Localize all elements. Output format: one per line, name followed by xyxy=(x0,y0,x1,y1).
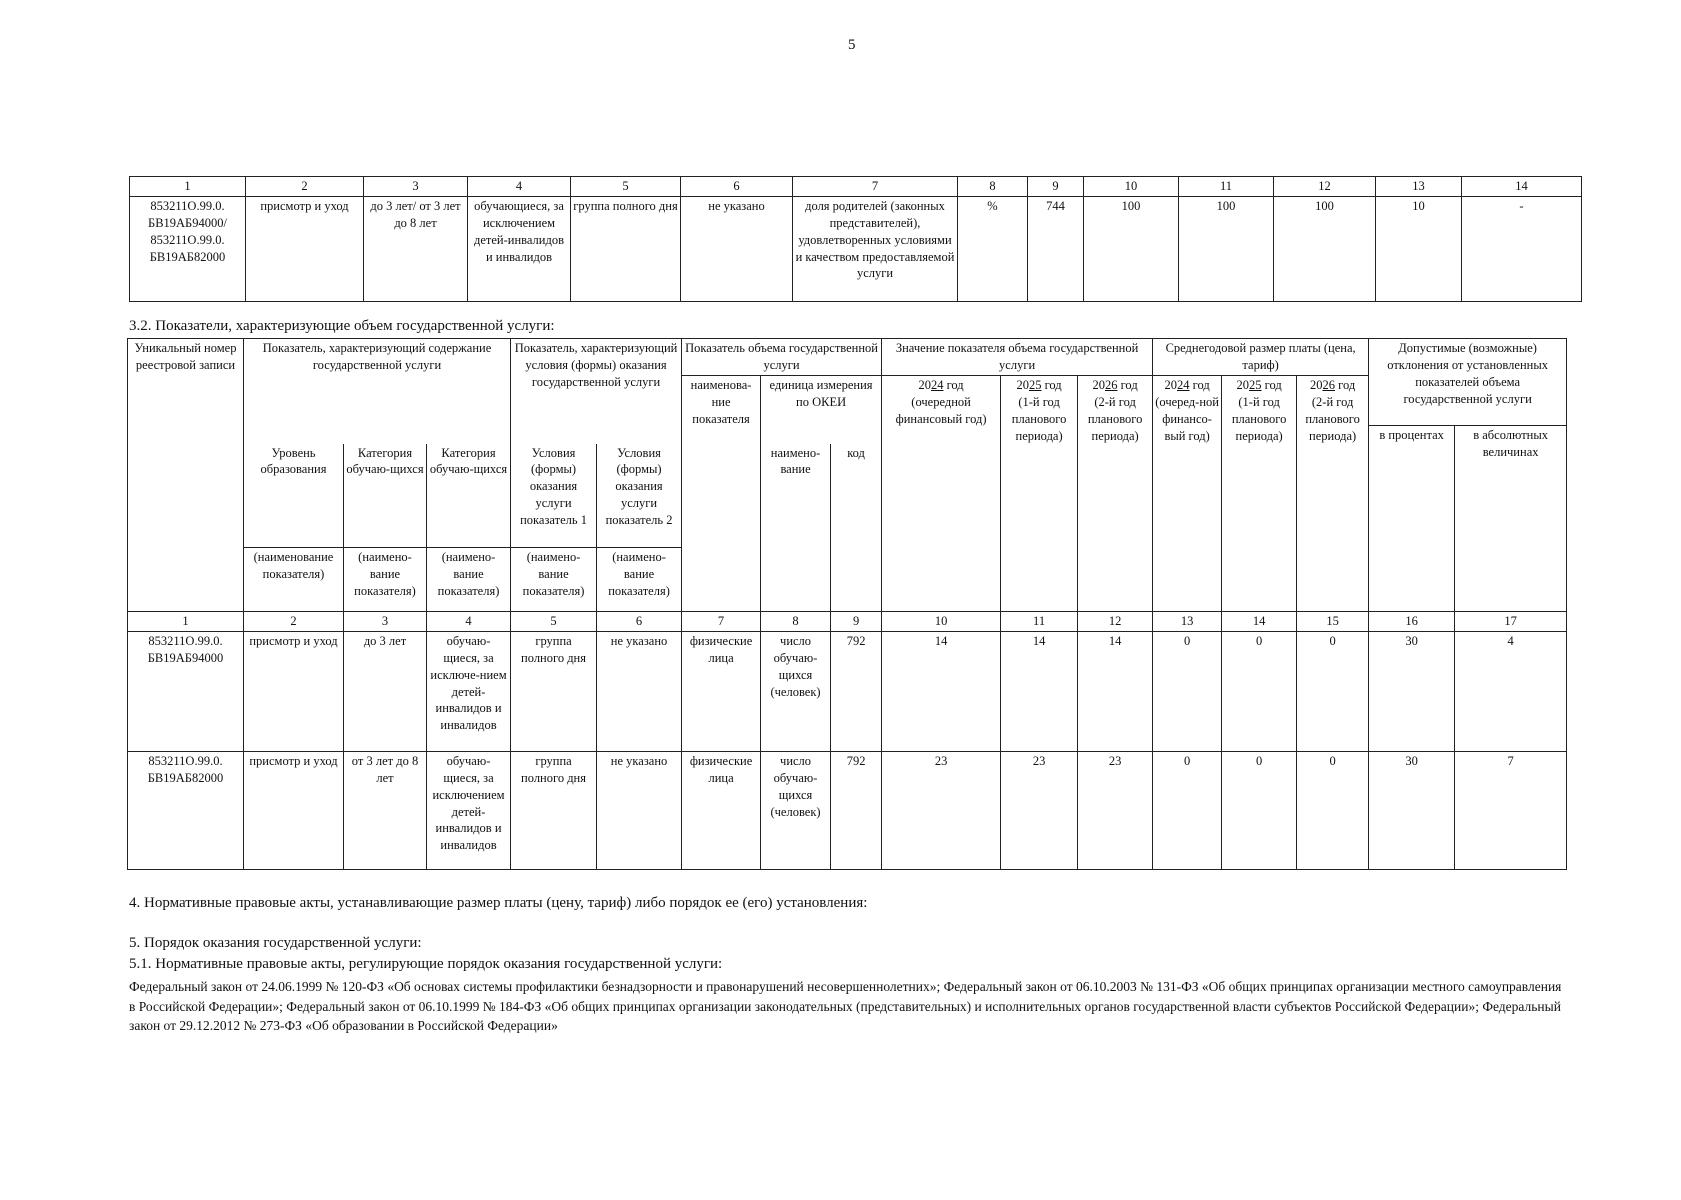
year-description: (1-й год планового периода) xyxy=(1011,394,1067,443)
table-cell: 14 xyxy=(882,631,1001,751)
header-conditions-1: Условия (формы) оказания услуги показатель 1 xyxy=(511,444,597,548)
table-cell: 7 xyxy=(1455,751,1567,869)
header-conditions-indicator: Показатель, характеризующий условия (формы) оказания государственной услуги xyxy=(511,339,682,426)
header-unit-name: наимено-вание xyxy=(761,444,831,612)
table-cell: % xyxy=(958,196,1028,301)
header-volume-value: Значение показателя объема государственной услуги xyxy=(882,339,1153,376)
table-cell: 792 xyxy=(831,751,882,869)
year-value: 25 xyxy=(1249,378,1262,392)
year-prefix: 20 xyxy=(1016,378,1029,392)
column-number: 8 xyxy=(958,177,1028,197)
column-number: 3 xyxy=(364,177,468,197)
column-number-row xyxy=(130,177,1582,197)
year-prefix: 20 xyxy=(1092,378,1105,392)
table-cell: 23 xyxy=(1078,751,1153,869)
year-suffix: год xyxy=(1338,378,1356,392)
section-5-title: 5. Порядок оказания государственной услуги: xyxy=(129,935,422,951)
table-cell: 792 xyxy=(831,631,882,751)
table-cell: 30 xyxy=(1369,751,1455,869)
header-value-year-3 xyxy=(1078,376,1153,612)
table-row xyxy=(128,751,1567,869)
page-number: 5 xyxy=(848,37,856,53)
column-number: 5 xyxy=(511,612,597,632)
table-cell: 100 xyxy=(1179,196,1274,301)
table-cell: 23 xyxy=(882,751,1001,869)
table-cell: 30 xyxy=(1369,631,1455,751)
section-5-1-title: 5.1. Нормативные правовые акты, регулирующие порядок оказания государственной услуги: xyxy=(129,956,723,972)
column-number: 17 xyxy=(1455,612,1567,632)
table-cell: группа полного дня xyxy=(511,751,597,869)
header-spacer xyxy=(761,426,882,444)
column-number: 12 xyxy=(1274,177,1376,197)
table-row xyxy=(128,631,1567,751)
header-unit-code: код xyxy=(831,444,882,612)
column-number: 16 xyxy=(1369,612,1455,632)
section-4-text: 4. Нормативные правовые акты, устанавливающие размер платы (цену, тариф) либо порядок ее (его) установления: xyxy=(129,895,868,911)
table-cell: присмотр и уход xyxy=(246,196,364,301)
column-number: 2 xyxy=(246,177,364,197)
header-content-indicator: Показатель, характеризующий содержание государственной услуги xyxy=(244,339,511,426)
column-number: 11 xyxy=(1001,612,1078,632)
table-cell: доля родителей (законных представителей), удовлетворенных условиями и качеством предоставляемой услуги xyxy=(793,196,958,301)
table-cell: 14 xyxy=(1001,631,1078,751)
column-number: 6 xyxy=(681,177,793,197)
header-indicator-name: наименова-ние показателя xyxy=(682,376,761,612)
year-prefix: 20 xyxy=(1236,378,1249,392)
header-value-year-2 xyxy=(1001,376,1078,612)
header-allowed-deviation: Допустимые (возможные) отклонения от установленных показателей объема государственной услуги xyxy=(1369,339,1567,426)
year-description: (очередной финансовый год) xyxy=(895,394,987,426)
table-cell: 0 xyxy=(1297,631,1369,751)
table-cell: 744 xyxy=(1028,196,1084,301)
header-row-1 xyxy=(128,339,1567,376)
section-3-2-title: 3.2. Показатели, характеризующие объем государственной услуги: xyxy=(129,318,555,334)
column-number: 7 xyxy=(682,612,761,632)
table-cell: 23 xyxy=(1001,751,1078,869)
year-description: (очеред-ной финансо-вый год) xyxy=(1155,394,1219,443)
header-fee-year-2 xyxy=(1222,376,1297,612)
table-cell: присмотр и уход xyxy=(244,751,344,869)
column-number: 13 xyxy=(1376,177,1462,197)
table-cell: от 3 лет до 8 лет xyxy=(344,751,427,869)
table-row xyxy=(130,196,1582,301)
table-cell: число обучаю-щихся (человек) xyxy=(761,751,831,869)
header-fee-year-3 xyxy=(1297,376,1369,612)
column-number: 5 xyxy=(571,177,681,197)
table-cell: до 3 лет/ от 3 лет до 8 лет xyxy=(364,196,468,301)
column-number: 14 xyxy=(1222,612,1297,632)
table-cell: 10 xyxy=(1376,196,1462,301)
column-number: 7 xyxy=(793,177,958,197)
header-spacer xyxy=(511,426,682,444)
header-unique-number: Уникальный номер реестровой записи xyxy=(128,339,244,612)
year-value: 24 xyxy=(1177,378,1190,392)
year-value: 24 xyxy=(930,378,944,392)
header-indicator-name-note: (наименование показателя) xyxy=(244,548,344,612)
table-cell: обучающиеся, за исключением детей-инвалидов и инвалидов xyxy=(468,196,571,301)
year-suffix: год xyxy=(1192,378,1210,392)
year-suffix: год xyxy=(1120,378,1138,392)
table-cell: физические лица xyxy=(682,751,761,869)
year-prefix: 20 xyxy=(1164,378,1177,392)
year-prefix: 20 xyxy=(1310,378,1323,392)
column-number: 11 xyxy=(1179,177,1274,197)
column-number-row xyxy=(128,612,1567,632)
table-cell: - xyxy=(1462,196,1582,301)
header-indicator-name-note: (наимено-вание показателя) xyxy=(597,548,682,612)
table-cell: 0 xyxy=(1297,751,1369,869)
table-cell: 100 xyxy=(1084,196,1179,301)
header-spacer xyxy=(244,426,511,444)
column-number: 14 xyxy=(1462,177,1582,197)
table-cell: 0 xyxy=(1153,631,1222,751)
column-number: 6 xyxy=(597,612,682,632)
column-number: 9 xyxy=(1028,177,1084,197)
header-indicator-name-note: (наимено-вание показателя) xyxy=(427,548,511,612)
year-value: 26 xyxy=(1322,378,1335,392)
header-deviation-percent: в процентах xyxy=(1369,426,1455,612)
table-cell: не указано xyxy=(597,751,682,869)
table-cell: группа полного дня xyxy=(571,196,681,301)
table-cell: присмотр и уход xyxy=(244,631,344,751)
registry-number-cell: 853211О.99.0. БВ19АБ82000 xyxy=(128,751,244,869)
table-cell: не указано xyxy=(681,196,793,301)
header-volume-indicator: Показатель объема государственной услуги xyxy=(682,339,882,376)
column-number: 8 xyxy=(761,612,831,632)
year-prefix: 20 xyxy=(918,378,931,392)
column-number: 1 xyxy=(130,177,246,197)
table-cell: 4 xyxy=(1455,631,1567,751)
header-category-students-1: Категория обучаю-щихся xyxy=(344,444,427,548)
column-number: 3 xyxy=(344,612,427,632)
column-number: 9 xyxy=(831,612,882,632)
header-average-fee: Среднегодовой размер платы (цена, тариф) xyxy=(1153,339,1369,376)
column-number: 10 xyxy=(882,612,1001,632)
year-value: 26 xyxy=(1104,378,1118,392)
table-cell: число обучаю-щихся (человек) xyxy=(761,631,831,751)
header-indicator-name-note: (наимено-вание показателя) xyxy=(344,548,427,612)
column-number: 12 xyxy=(1078,612,1153,632)
quality-indicators-table xyxy=(129,176,1582,302)
registry-number-cell: 853211О.99.0. БВ19АБ94000/ 853211О.99.0. БВ19АБ82000 xyxy=(130,196,246,301)
header-conditions-2: Условия (формы) оказания услуги показатель 2 xyxy=(597,444,682,548)
header-deviation-absolute: в абсолютных величинах xyxy=(1455,426,1567,612)
header-unit-okei: единица измерения по ОКЕИ xyxy=(761,376,882,426)
table-cell: обучаю-щиеся, за исключе-нием детей-инвалидов и инвалидов xyxy=(427,631,511,751)
table-cell: группа полного дня xyxy=(511,631,597,751)
laws-list: Федеральный закон от 24.06.1999 № 120-ФЗ «Об основах системы профилактики безнадзорности и правонарушений несовершеннолетних»; Федеральный закон от 06.10.2003 № 131-ФЗ «Об общих принципах организации местного самоуправления в Российской Федерации»; Федеральный закон от 06.10.1999 № 184-ФЗ «Об общих принципах организации законодательных (представительных) и исполнительных органов государственной власти субъектов Российской Федерации»; Федеральный закон от 29.12.2012 № 273-ФЗ «Об образовании в Российской Федерации» xyxy=(129,979,1562,1034)
column-number: 15 xyxy=(1297,612,1369,632)
header-category-students-2: Категория обучаю-щихся xyxy=(427,444,511,548)
column-number: 4 xyxy=(468,177,571,197)
column-number: 1 xyxy=(128,612,244,632)
table-cell: не указано xyxy=(597,631,682,751)
year-description: (2-й год планового периода) xyxy=(1305,394,1360,443)
year-suffix: год xyxy=(946,378,964,392)
table-cell: 100 xyxy=(1274,196,1376,301)
header-fee-year-1 xyxy=(1153,376,1222,612)
year-suffix: год xyxy=(1044,378,1062,392)
year-value: 25 xyxy=(1028,378,1042,392)
table-cell: 0 xyxy=(1222,631,1297,751)
column-number: 2 xyxy=(244,612,344,632)
table-cell: до 3 лет xyxy=(344,631,427,751)
table-cell: 14 xyxy=(1078,631,1153,751)
table-cell: физические лица xyxy=(682,631,761,751)
table-cell: 0 xyxy=(1222,751,1297,869)
year-description: (2-й год планового периода) xyxy=(1087,394,1143,443)
registry-number-cell: 853211О.99.0. БВ19АБ94000 xyxy=(128,631,244,751)
column-number: 10 xyxy=(1084,177,1179,197)
year-description: (1-й год планового периода) xyxy=(1231,394,1287,443)
header-value-year-1 xyxy=(882,376,1001,612)
column-number: 13 xyxy=(1153,612,1222,632)
volume-indicators-table xyxy=(127,338,1567,870)
year-suffix: год xyxy=(1264,378,1282,392)
column-number: 4 xyxy=(427,612,511,632)
table-cell: обучаю-щиеся, за исключением детей-инвалидов и инвалидов xyxy=(427,751,511,869)
header-indicator-name-note: (наимено-вание показателя) xyxy=(511,548,597,612)
header-education-level: Уровень образования xyxy=(244,444,344,548)
table-cell: 0 xyxy=(1153,751,1222,869)
